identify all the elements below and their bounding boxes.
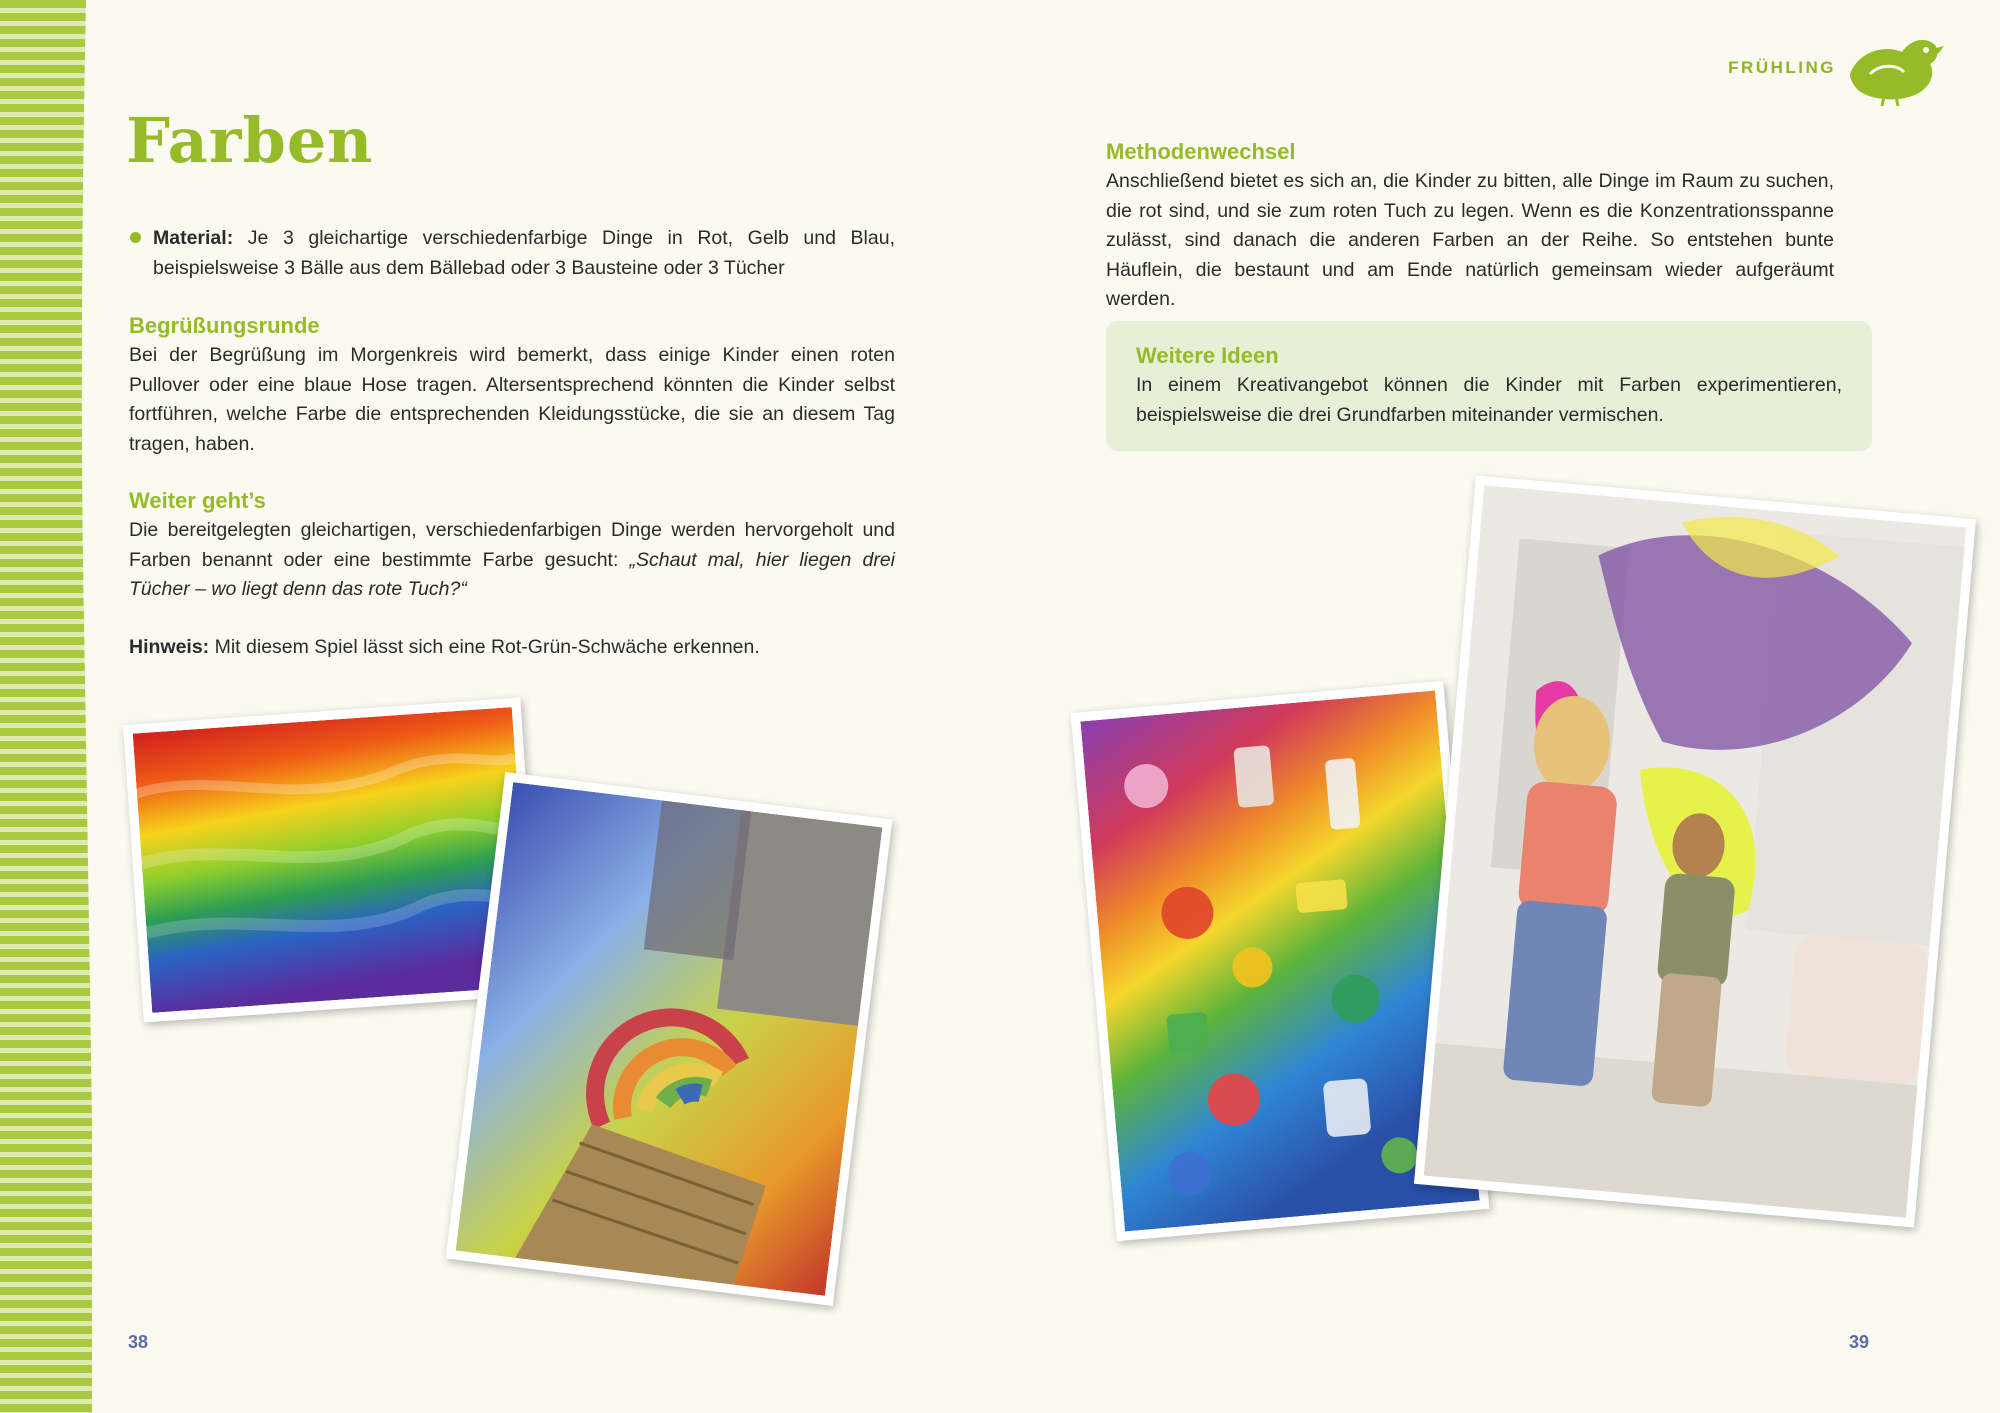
wooden-rainbow-image (456, 782, 883, 1296)
section-text-begruessungsrunde: Bei der Begrüßung im Morgenkreis wird bemerkt, dass einige Kinder einen roten Pullover oder eine blaue Hose tragen. Altersentsprechend könnten die Kinder selbst fortführen, welche Farbe die entsprechenden Kleidungsstücke, die sie an diesem Tag tragen, haben. (129, 344, 895, 455)
section-text-weiter-gehts-body: Die bereitgelegten gleichartigen, verschiedenfarbigen Dinge werden hervorgeholt und Farben benannt oder eine bestimmte Farbe gesucht: (129, 519, 895, 571)
tip-title: Weitere Ideen (1136, 343, 1279, 368)
material-label: Material: (153, 227, 234, 249)
bullet-dot (130, 232, 141, 243)
page-number-left: 38 (128, 1332, 149, 1352)
season-label: FRÜHLING (1728, 58, 1836, 77)
page-number-right: 39 (1849, 1332, 1870, 1352)
photo-wooden-rainbow (446, 772, 893, 1306)
section-title-methodenwechsel: Methodenwechsel (1106, 139, 1296, 164)
rainbow-fabric-image (133, 707, 532, 1013)
hint-text: Mit diesem Spiel lässt sich eine Rot-Grün-Schwäche erkennen. (209, 636, 760, 658)
section-text-weiter-gehts (129, 516, 895, 605)
hint-paragraph (129, 633, 895, 663)
section-title-weiter-gehts: Weiter geht’s (129, 488, 266, 513)
photo-children-with-scarves (1414, 475, 1976, 1227)
children-scarves-image (1424, 485, 1967, 1218)
material-paragraph (153, 224, 895, 283)
section-text-methodenwechsel: Anschließend bietet es sich an, die Kinder zu bitten, alle Dinge im Raum zu suchen, die rot sind, und sie zum roten Tuch zu legen. Wenn es die Konzentrationsspanne zulässt, sind danach die anderen Farben an der Reihe. So entstehen bunte Häuflein, die bestaunt und am Ende natürlich gemeinsam wieder aufgeräumt werden. (1106, 170, 1834, 310)
page-edge-curve (0, 0, 110, 1413)
photo-rainbow-fabrics (123, 697, 541, 1022)
section-title-begruessungsrunde: Begrüßungsrunde (129, 313, 320, 338)
quote-text: „Schaut mal, hier liegen drei Tücher – wo liegt denn das rote Tuch?“ (129, 548, 896, 600)
bird-icon (1840, 34, 1944, 106)
hint-label: Hinweis: (129, 636, 210, 658)
page-title: Farben (126, 104, 374, 177)
material-text: Je 3 gleichartige verschiedenfarbige Dinge in Rot, Gelb und Blau, beispielsweise 3 Bälle aus dem Bällebad oder 3 Bausteine oder 3 Tücher (153, 227, 895, 279)
tip-text: In einem Kreativangebot können die Kinder mit Farben experimentieren, beispielsweise die drei Grundfarben miteinander vermischen. (1136, 374, 1842, 426)
